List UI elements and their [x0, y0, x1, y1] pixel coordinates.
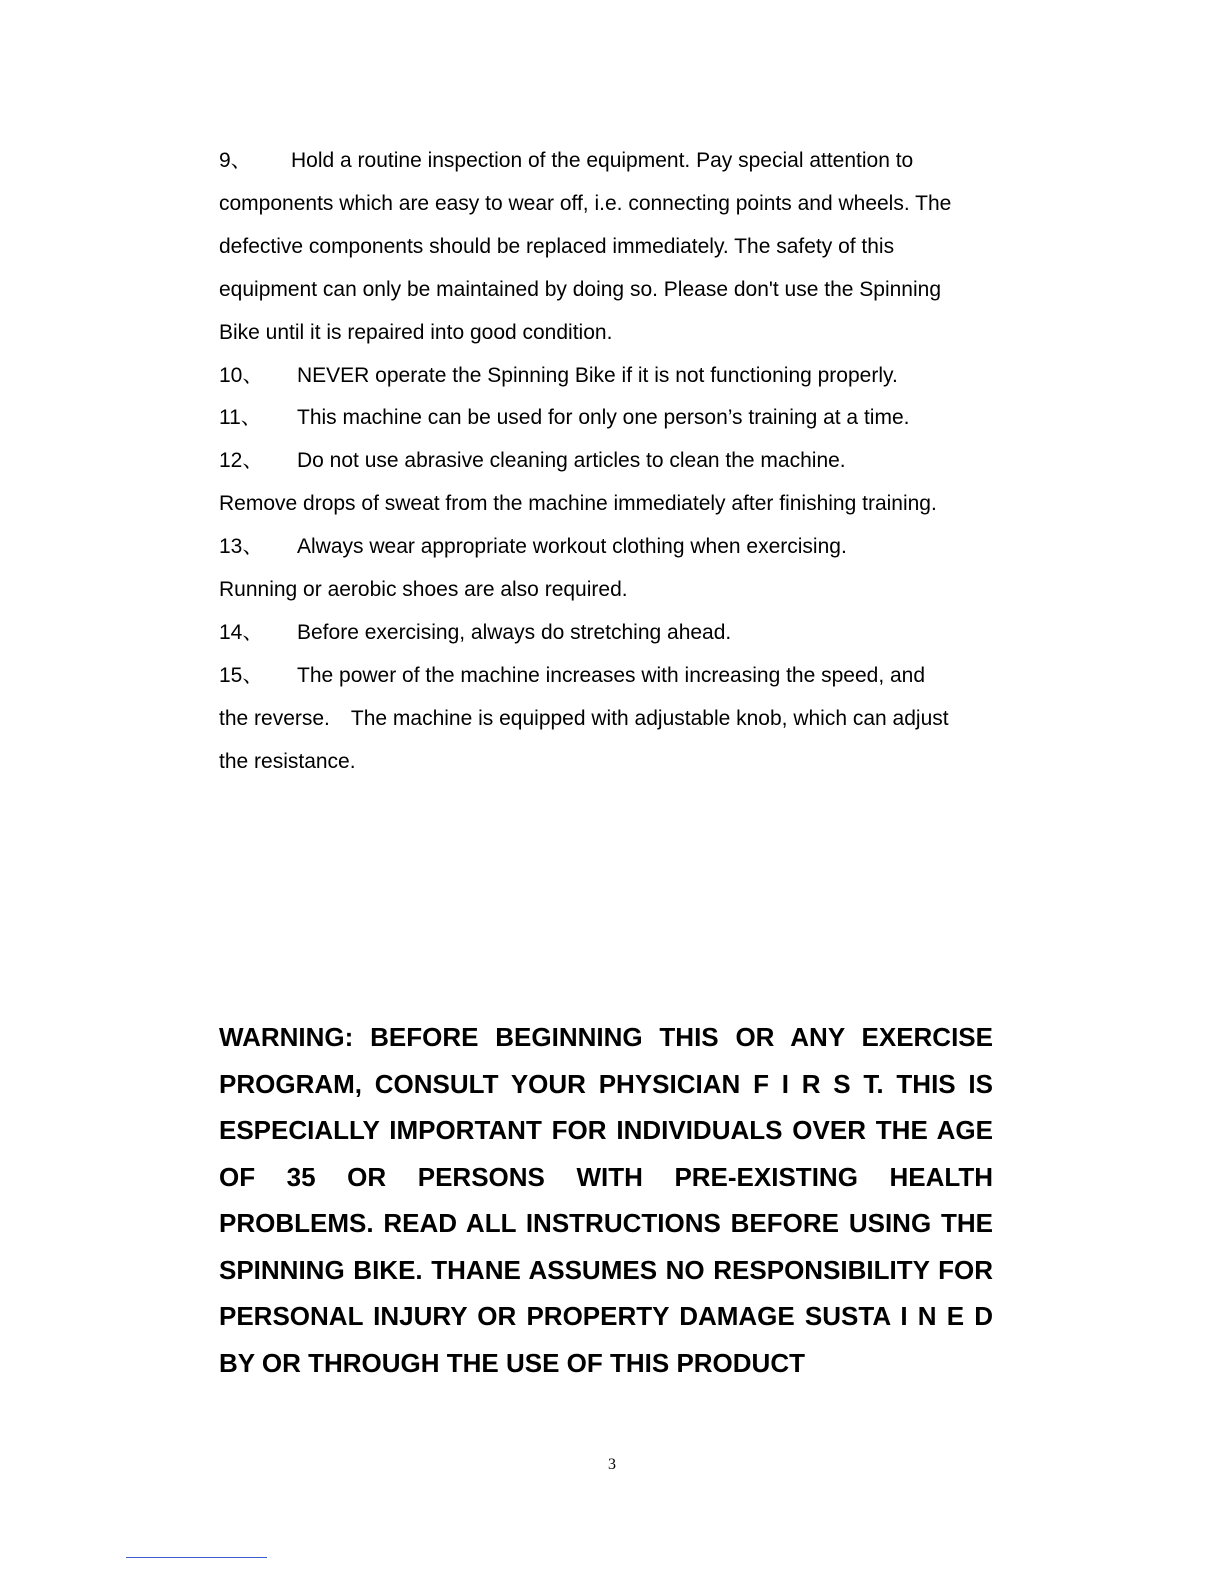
- list-item-15: [219, 655, 993, 698]
- warning-line: WARNING: BEFORE BEGINNING THIS OR ANY EXERCISE: [219, 1022, 993, 1052]
- page-number: 3: [608, 1456, 616, 1473]
- list-item-11: [219, 397, 993, 440]
- item-text: The power of the machine increases with increasing the speed, and: [297, 663, 926, 687]
- item-continuation: Bike until it is repaired into good condition.: [219, 320, 613, 344]
- warning-block: [219, 1014, 993, 1386]
- item-number: 12、: [219, 449, 264, 473]
- instruction-list: [219, 140, 993, 784]
- list-item-10: [219, 355, 993, 398]
- item-continuation: Remove drops of sweat from the machine immediately after finishing training.: [219, 492, 937, 516]
- item-text: Always wear appropriate workout clothing when exercising.: [297, 535, 847, 559]
- list-item-12: [219, 440, 993, 483]
- warning-line: BY OR THROUGH THE USE OF THIS PRODUCT: [219, 1347, 805, 1378]
- item-text: NEVER operate the Spinning Bike if it is not functioning properly.: [297, 363, 898, 387]
- item-continuation: equipment can only be maintained by doing so. Please don't use the Spinning: [219, 277, 942, 301]
- item-number: 11、: [219, 406, 262, 430]
- list-item-13: [219, 526, 993, 569]
- item-continuation: the resistance.: [219, 749, 356, 773]
- warning-line: PROBLEMS. READ ALL INSTRUCTIONS BEFORE USING THE: [219, 1208, 993, 1238]
- warning-line: PROGRAM, CONSULT YOUR PHYSICIAN F I R S T. THIS IS: [219, 1068, 993, 1099]
- item-continuation: Running or aerobic shoes are also required.: [219, 578, 628, 602]
- item-number: 15、: [219, 663, 264, 687]
- item-continuation: the reverse. The machine is equipped with adjustable knob, which can adjust: [219, 706, 949, 730]
- item-text: Hold a routine inspection of the equipment. Pay special attention to: [291, 149, 914, 172]
- warning-line: ESPECIALLY IMPORTANT FOR INDIVIDUALS OVER THE AGE: [219, 1115, 993, 1145]
- item-number: 13、: [219, 535, 264, 559]
- item-text: This machine can be used for only one person’s training at a time.: [297, 406, 910, 430]
- footnote-divider: [126, 1557, 267, 1558]
- warning-line: PERSONAL INJURY OR PROPERTY DAMAGE SUSTA I N E D: [219, 1301, 993, 1331]
- item-number: 9、: [219, 149, 252, 172]
- warning-line: SPINNING BIKE. THANE ASSUMES NO RESPONSIBILITY FOR: [219, 1254, 993, 1285]
- warning-line: OF 35 OR PERSONS WITH PRE-EXISTING HEALTH: [219, 1161, 993, 1192]
- item-number: 10、: [219, 363, 264, 387]
- list-item-14: [219, 612, 993, 655]
- item-number: 14、: [219, 620, 264, 644]
- item-continuation: defective components should be replaced immediately. The safety of this: [219, 234, 895, 258]
- list-item-9: [219, 140, 993, 183]
- item-continuation: components which are easy to wear off, i.e. connecting points and wheels. The: [219, 191, 952, 215]
- item-text: Before exercising, always do stretching ahead.: [297, 620, 732, 644]
- item-text: Do not use abrasive cleaning articles to clean the machine.: [297, 449, 846, 473]
